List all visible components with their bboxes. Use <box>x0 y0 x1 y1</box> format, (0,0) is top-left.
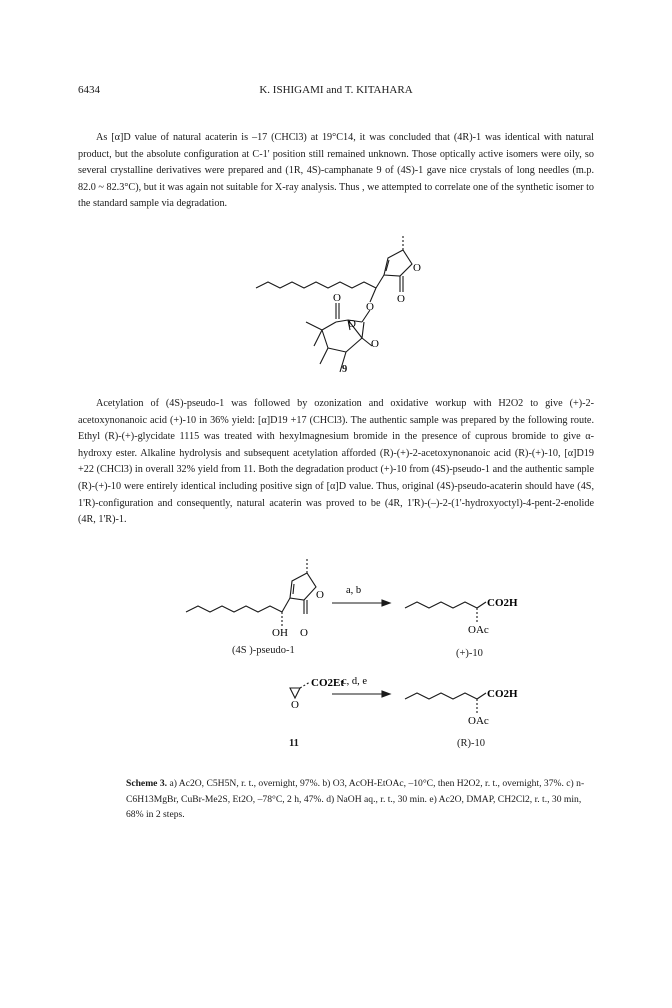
structure-9-lactone-carbonyl-O: O <box>371 338 379 350</box>
scheme-3-caption <box>126 776 586 823</box>
step-2-reagents: c, d, e <box>342 676 368 687</box>
glycidate-CO2Et: CO2Et <box>311 677 344 689</box>
caption-title: Scheme 3. <box>126 778 168 789</box>
structure-9-lactone-O: O <box>348 318 356 330</box>
running-title: K. ISHIGAMI and T. KITAHARA <box>259 84 413 96</box>
structure-9-ring-O: O <box>413 262 421 274</box>
caption-text: a) Ac2O, C5H5N, r. t., overnight, 97%. b) O3, AcOH-EtOAc, –10°C, then H2O2, r. t., overnight, 37%. c) n-C6H13MgBr, CuBr-Me2S, Et2O, –78°C, 2 h, 47%. d) NaOH aq., r. t., 30 min. e) Ac2O, DMAP, CH2Cl2, r. t., 30 min, 68% in 2 steps. <box>126 778 585 820</box>
structure-9-carbonyl-O: O <box>397 293 405 305</box>
compound-9-label: 9 <box>342 364 348 375</box>
structure-9-camph-carbonyl-O: O <box>333 292 341 304</box>
page-number: 6434 <box>78 84 100 96</box>
product-1-OAc: OAc <box>468 624 489 636</box>
product-2-CO2H: CO2H <box>487 688 518 700</box>
pseudo-1-carbonyl-O: O <box>300 627 308 639</box>
product-2-label: (R)-10 <box>457 738 485 749</box>
step-1-reagents: a, b <box>346 585 362 596</box>
paragraph-1: As [α]D value of natural acaterin is –17 (CHCl3) at 19°C14, it was concluded that (4R)-1 was identical with natural product, but the absolute configuration at C-1' position still remained unknown. Those optically active isomers were oily, so several crystalline derivatives were prepared and (1R, 4S)-camphanate 9 of (4S)-1 gave nice crystals of long needles (m.p. 82.0 ~ 82.3°C), but it was again not suitable for X-ray analysis. Thus , we attempted to correlate one of the synthetic isomer to the standard sample via degradation. <box>78 132 594 210</box>
pseudo-1-ring-O: O <box>316 589 324 601</box>
structure-9-ester-O: O <box>366 301 374 313</box>
pseudo-1-label: (4S )-pseudo-1 <box>232 645 295 656</box>
glycidate-epoxide-O: O <box>291 699 299 711</box>
product-2-OAc: OAc <box>468 715 489 727</box>
product-1-CO2H: CO2H <box>487 597 518 609</box>
product-1-label: (+)-10 <box>456 648 483 659</box>
compound-11-label: 11 <box>289 738 299 749</box>
paragraph-2: Acetylation of (4S)-pseudo-1 was followed by ozonization and oxidative workup with H2O2 to give (+)-2-acetoxynonanoic acid (+)-10 in 36% yield: [α]D19 +17 (CHCl3). The authentic sample was prepared by the following route. Ethyl (R)-(+)-glycidate 1115 was treated with hexylmagnesium bromide in the presence of cuprous bromide to give α-hydroxy ester. Alkaline hydrolysis and subsequent acetylation afforded (R)-(+)-2-acetoxynonanoic acid (R)-(+)-10, [α]D19 +22 (CHCl3) in overall 32% yield from 11. Both the degradation product (+)-10 from (4S)-pseudo-1 and the authentic sample (R)-(+)-10 were entirely identical including positive sign of [α]D value. Thus, original (4S)-pseudo-acaterin should have (4S, 1'R)-configuration and consequently, natural acaterin was proved to be (4R, 1'R)-(–)-2-(1'-hydroxyoctyl)-4-pent-2-enolide (4R, 1'R)-1. <box>78 398 594 526</box>
pseudo-1-OH: OH <box>272 627 288 639</box>
